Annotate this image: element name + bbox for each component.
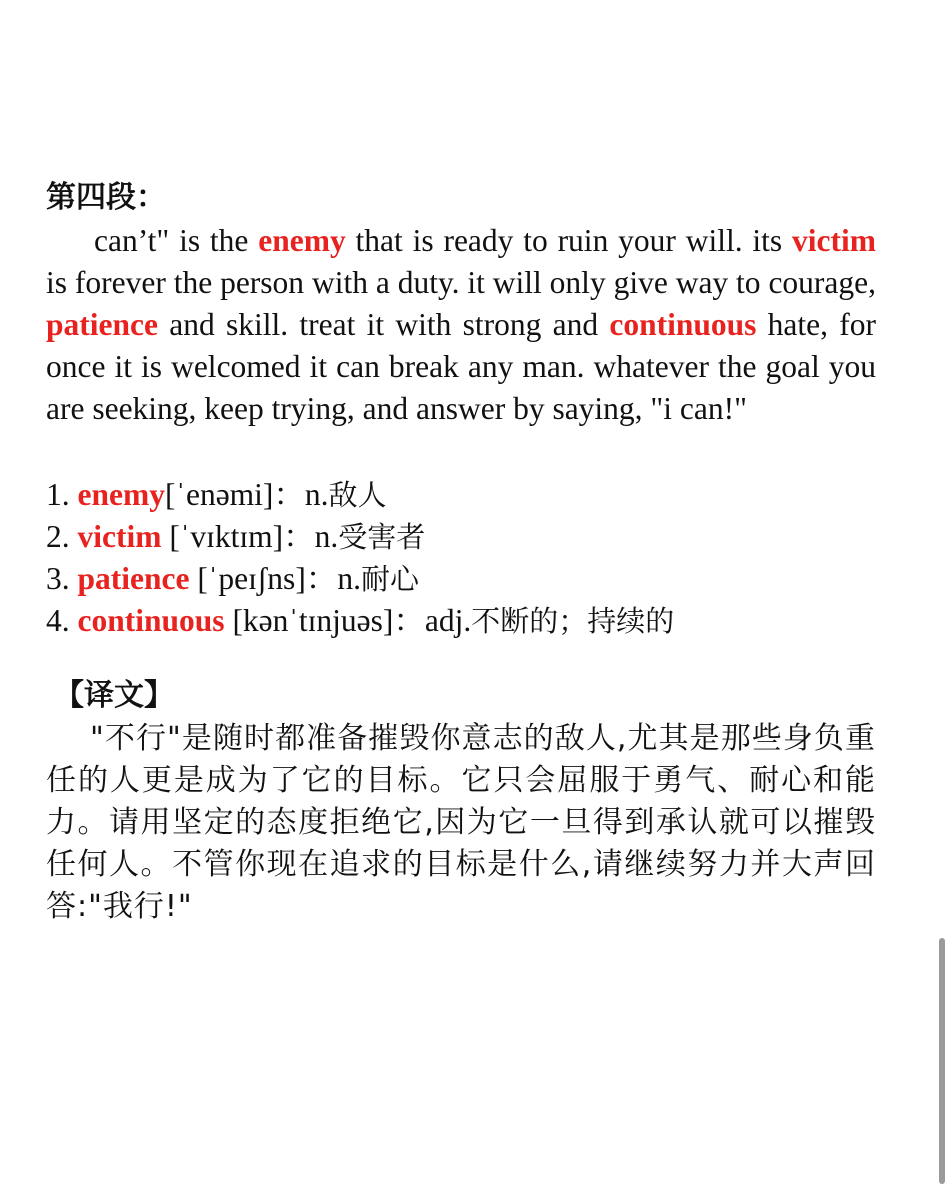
translation-heading: 【译文】 <box>54 678 174 713</box>
vocab-number: 1. <box>46 477 78 512</box>
vocab-pos: n. <box>314 519 339 554</box>
passage-text: hate, for once it is welcomed it can break any man. whatever the goal you are seeking, keep trying, and answer by saying, "i can!" <box>46 307 877 426</box>
english-passage <box>46 220 876 430</box>
vocab-word: victim <box>77 519 162 554</box>
vocab-meaning: 不断的；持续的 <box>471 604 675 638</box>
vocab-item <box>46 558 876 600</box>
passage-text: and skill. treat it with strong and <box>157 307 610 342</box>
vocab-meaning: 敌人 <box>328 478 387 512</box>
vocabulary-list <box>46 474 876 642</box>
vocab-item <box>46 474 876 516</box>
vocab-meaning: 受害者 <box>338 520 426 554</box>
vocab-meaning: 耐心 <box>360 562 419 596</box>
vocab-number: 3. <box>46 561 78 596</box>
vocab-phonetic: [kənˈtɪnjuəs]： <box>224 603 425 638</box>
vocab-pos: n. <box>304 477 329 512</box>
vocab-phonetic: [ˈpeɪʃns]： <box>189 561 338 596</box>
translation-body: "不行"是随时都准备摧毁你意志的敌人,尤其是那些身负重任的人更是成为了它的目标。它只会屈服于勇气、耐心和能力。请用坚定的态度拒绝它,因为它一旦得到承认就可以摧毁任何人。不管你现在追求的目标是什么,请继续努力并大声回答:"我行!" <box>46 721 876 924</box>
scrollbar-thumb[interactable] <box>939 938 945 1184</box>
keyword-victim: victim <box>792 223 876 258</box>
vocab-pos: adj. <box>424 603 472 638</box>
passage-text: is forever the person with a duty. it will only give way to courage, <box>46 265 876 300</box>
vocab-item <box>46 600 876 642</box>
vocab-item <box>46 516 876 558</box>
vocab-pos: n. <box>337 561 361 596</box>
vocab-word: enemy <box>77 477 165 512</box>
document-page <box>46 176 876 928</box>
keyword-patience: patience <box>46 307 158 342</box>
vocab-number: 4. <box>46 603 78 638</box>
vocab-word: patience <box>77 561 190 596</box>
passage-text: can’t" is the <box>94 223 259 258</box>
vocab-word: continuous <box>77 603 225 638</box>
passage-text: that is ready to ruin your will. its <box>345 223 793 258</box>
vocab-number: 2. <box>46 519 78 554</box>
vocab-phonetic: [ˈvɪktɪm]： <box>161 519 315 554</box>
keyword-continuous: continuous <box>609 307 757 342</box>
section-heading: 第四段： <box>46 180 166 215</box>
keyword-enemy: enemy <box>258 223 346 258</box>
vocab-phonetic: [ˈenəmi]： <box>164 477 305 512</box>
